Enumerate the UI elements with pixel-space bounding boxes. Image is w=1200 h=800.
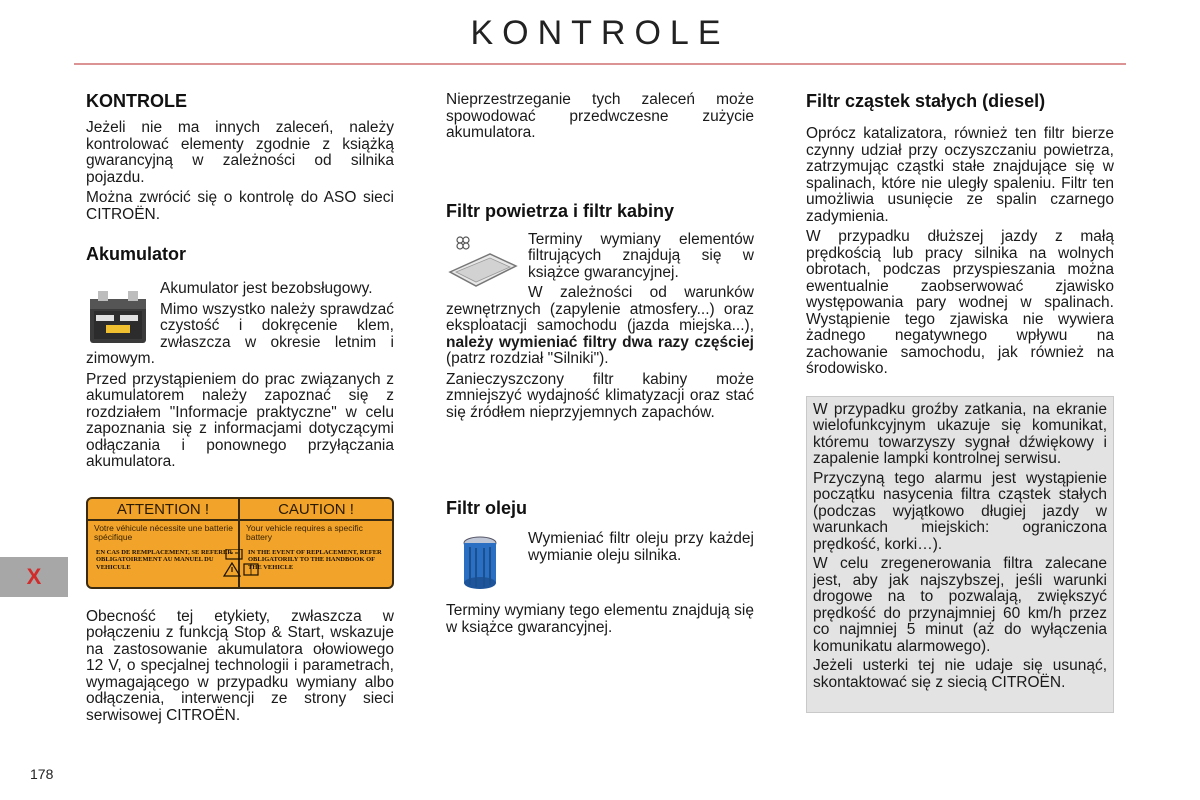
battery-block: [86, 281, 394, 368]
air-filter-paragraph-2-emphasis: należy wymieniać filtry dwa razy częściej: [446, 333, 754, 351]
kontrole-paragraph-1: Jeżeli nie ma innych zaleceń, należy kontrolować elementy zgodnie z książką gwarancyjną w zależności od silnika pojazdu.: [86, 119, 394, 186]
battery-warning-label: [86, 497, 394, 589]
section-heading-air-filter: Filtr powietrza i filtr kabiny: [446, 200, 675, 221]
battery-paragraph-3: Przed przystąpieniem do prac związanych z akumulatorem należy zapoznać się z rozdziałem "Informacje praktyczne" w celu zapoznania się z informacjami dotyczącymi odłączania i ponownego przyłączania akumulatora.: [86, 370, 394, 470]
warning-label-text-en: Your vehicle requires a specific battery: [246, 522, 363, 542]
section-heading-oil-filter: Filtr oleju: [446, 498, 527, 518]
warning-label-caps-fr: EN CAS DE REMPLACEMENT, SE REFERER OBLIGATOIREMENT AU MANUEL DU VEHICULE: [96, 548, 233, 571]
page-title: KONTROLE: [470, 14, 730, 52]
info-box-paragraph-4: Jeżeli usterki tej nie udaje się usunąć, skontaktować się z siecią CITROËN.: [813, 657, 1107, 691]
oil-filter-paragraph-2: Terminy wymiany tego elementu znajdują się w książce gwarancyjnej.: [446, 602, 754, 636]
info-box-paragraph-2: Przyczyną tego alarmu jest wystąpienie początku nasycenia filtra cząstek stałych (podczas wyjątkowo długiej jazdy w warunkach miejskich: ograniczona prędkość, korki…).: [813, 469, 1107, 553]
air-filter-paragraph-2: [446, 285, 754, 368]
air-filter-paragraph-3: Zanieczyszczony filtr kabiny może zmniejszyć wydajność klimatyzacji oraz stać się źródłem nieprzyjemnych zapachów.: [446, 370, 754, 421]
warning-label-text-fr: Votre véhicule nécessite une batterie spécifique: [94, 522, 233, 542]
battery-warning-icon: [220, 549, 262, 577]
particle-filter-paragraph-1: Oprócz katalizatora, również ten filtr bierze czynny udział przy oczyszczaniu powietrza, zatrzymując cząstki stałe znajdujące się w spalinach, które nie uległy spaleniu. Filtr ten umożliwia usunięcie ze spalin czarnego zadymienia.: [806, 125, 1114, 225]
chapter-tab[interactable]: X: [0, 557, 68, 597]
particle-filter-info-box: [806, 396, 1114, 714]
column-middle: [446, 92, 754, 640]
title-rule: [74, 63, 1126, 65]
page-number: 178: [30, 766, 54, 782]
column-right: [806, 90, 1114, 713]
oil-filter-block: [446, 531, 754, 564]
warning-label-english: [240, 499, 392, 587]
oil-filter-icon: [446, 531, 518, 595]
warning-label-heading-en: CAUTION !: [240, 499, 392, 521]
warning-label-heading-fr: ATTENTION !: [88, 499, 238, 521]
air-filter-paragraph-2-text: W zależności od warunków zewnętrznych (zapylenie atmosfery...) oraz eksploatacji samochodu (jazda miejska...),: [446, 284, 754, 334]
air-filter-paragraph-2-reference: (patrz rozdział "Silniki").: [446, 350, 609, 367]
section-heading-battery: Akumulator: [86, 244, 187, 264]
section-heading-kontrole: KONTROLE: [86, 91, 187, 111]
info-box-paragraph-1: W przypadku groźby zatkania, na ekranie wielofunkcyjnym ukazuje się komunikat, któremu towarzyszy sygnał dźwiękowy i zapalenie lampki kontrolnej serwisu.: [813, 400, 1107, 467]
battery-paragraph-2: Mimo wszystko należy sprawdzać czystość i dokręcenie klem, zwłaszcza w okresie letnim i zimowym.: [86, 300, 394, 367]
air-filter-block: [446, 232, 754, 368]
battery-paragraph-4: Obecność tej etykiety, zwłaszcza w połączeniu z funkcją Stop & Start, wskazuje na zastosowanie akumulatora ołowiowego 12 V, o specjalnej technologii i parametrach, wymagającego w przypadku wymiany albo odłączenia, interwencji ze strony sieci serwisowej CITROËN.: [86, 607, 394, 724]
battery-warning-paragraph: Nieprzestrzeganie tych zaleceń może spowodować przedwczesne zużycie akumulatora.: [446, 91, 754, 141]
column-left: [86, 90, 394, 728]
section-heading-particle-filter: Filtr cząstek stałych (diesel): [806, 91, 1046, 111]
particle-filter-paragraph-2: W przypadku dłuższej jazdy z małą prędkością lub pracy silnika na wolnych obrotach, podczas przyspieszania można ewentualnie zaobserwować zjawisko występowania pary wodnej w spalinach. Wystąpienie tego zjawiska nie wywiera żadnego negatywnego wpływu na zachowanie samochodu, jak również na środowisko.: [806, 228, 1114, 377]
warning-label-french: [88, 499, 240, 587]
oil-filter-paragraph-1: Wymieniać filtr oleju przy każdej wymianie oleju silnika.: [528, 530, 754, 564]
battery-icon: [86, 283, 150, 349]
air-filter-paragraph-1: Terminy wymiany elementów filtrujących znajdują się w książce gwarancyjnej.: [528, 230, 754, 281]
info-box-paragraph-3: W celu zregenerowania filtra zalecane jest, aby jak najszybszej, jeśli warunki drogowe na to pozwalają, zwiększyć prędkość do przynajmniej 60 km/h przez co najmniej 5 minut (aż do wyłączenia komunikatu alarmowego).: [813, 555, 1107, 655]
warning-label-caps-en: IN THE EVENT OF REPLACEMENT, REFER OBLIGATORILY TO THE HANDBOOK OF THE VEHICLE: [248, 548, 382, 571]
battery-paragraph-1: Akumulator jest bezobsługowy.: [160, 280, 373, 297]
cabin-filter-icon: [446, 232, 518, 290]
kontrole-paragraph-2: Można zwrócić się o kontrolę do ASO sieci CITROËN.: [86, 189, 394, 223]
